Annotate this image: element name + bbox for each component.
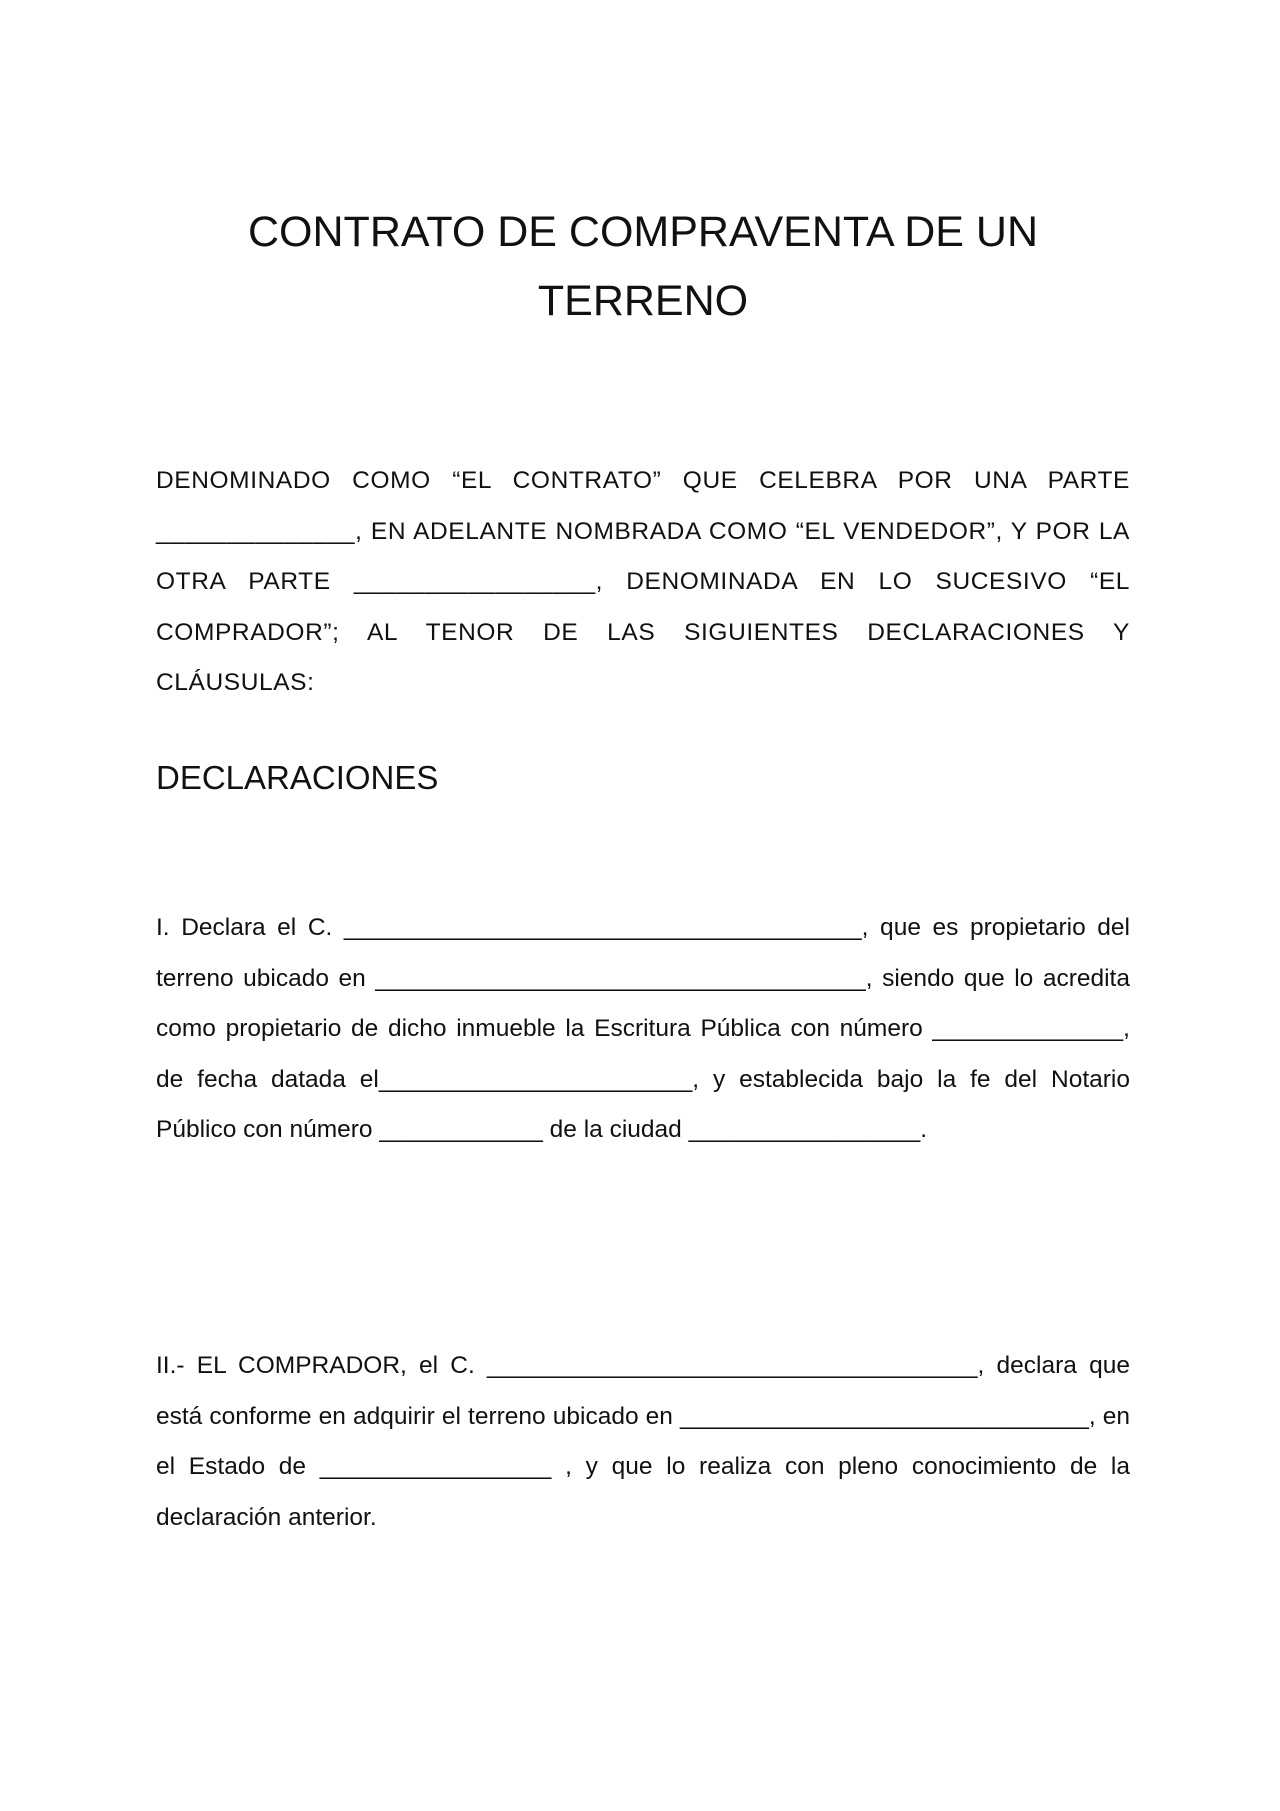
intro-paragraph: DENOMINADO COMO “EL CONTRATO” QUE CELEBRA POR UNA PARTE ______________, EN ADELANTE NOMBRADA COMO “EL VENDEDOR”, Y POR LA OTRA PARTE _________________, DENOMINADA EN LO SUCESIVO “EL COMPRADOR”; AL TENOR DE LAS SIGUIENTES DECLARACIONES Y CLÁUSULAS: [156,467,1130,696]
document-title: CONTRATO DE COMPRAVENTA DE UN TERRENO [248,208,1038,325]
declaration-1-paragraph: I. Declara el C. ______________________________________, que es propietario del terreno ubicado en ____________________________________, siendo que lo acredita como propietario de dicho inmueble la Escritura Pública con número ______________, de fecha datada el_______________________, y establecida bajo la fe del Notario Público con número ____________ de la ciudad _________________. [156,914,1130,1143]
declarations-heading: DECLARACIONES [156,759,439,796]
declaration-2-paragraph: II.- EL COMPRADOR, el C. ____________________________________, declara que está conforme en adquirir el terreno ubicado en ______________________________, en el Estado de _________________ , y que lo realiza con pleno conocimiento de la declaración anterior. [156,1352,1130,1531]
